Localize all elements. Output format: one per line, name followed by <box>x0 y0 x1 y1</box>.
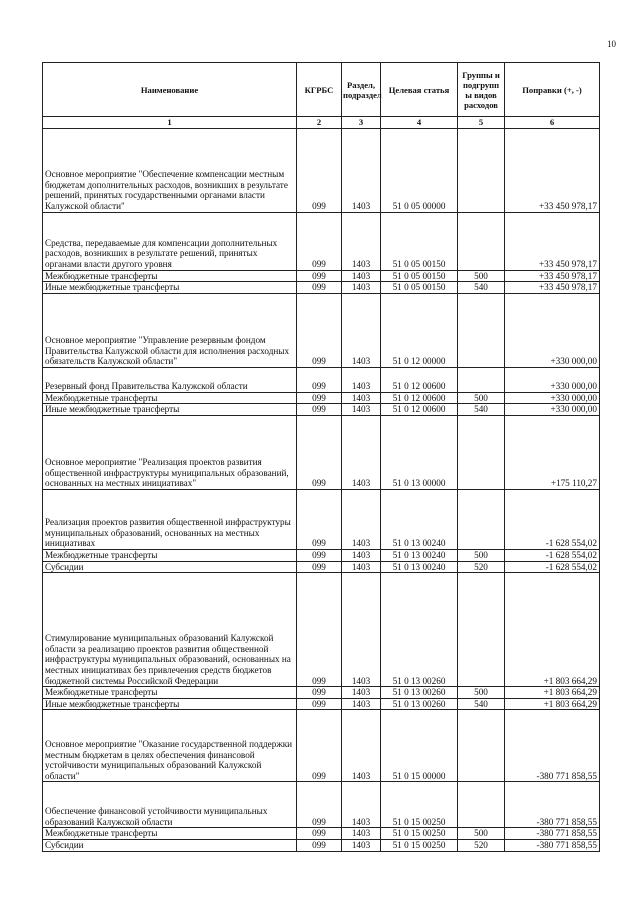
row-target: 51 0 12 00600 <box>381 367 458 392</box>
table-row <box>43 282 600 294</box>
header-groups: Группы и подгрупп ы видов расходов <box>458 63 505 117</box>
row-group: 500 <box>458 392 505 404</box>
row-section: 1403 <box>342 573 381 687</box>
row-kgrbs: 099 <box>297 404 342 416</box>
header-kgrbs: КГРБС <box>297 63 342 117</box>
row-kgrbs: 099 <box>297 828 342 840</box>
table-row <box>43 839 600 851</box>
table-row <box>43 782 600 828</box>
row-amount: +330 000,00 <box>505 367 600 392</box>
table-row <box>43 549 600 561</box>
row-group <box>458 367 505 392</box>
row-amount: +33 450 978,17 <box>505 282 600 294</box>
row-name: Межбюджетные трансферты <box>43 549 297 561</box>
table-row <box>43 392 600 404</box>
row-name: Иные межбюджетные трансферты <box>43 698 297 710</box>
row-target: 51 0 15 00250 <box>381 839 458 851</box>
row-section: 1403 <box>342 698 381 710</box>
table-row <box>43 828 600 840</box>
column-number: 4 <box>381 117 458 129</box>
row-group <box>458 212 505 270</box>
row-group: 540 <box>458 282 505 294</box>
header-name: Наименование <box>43 63 297 117</box>
table-row <box>43 270 600 282</box>
budget-amendments-table <box>42 62 600 852</box>
row-kgrbs: 099 <box>297 282 342 294</box>
row-name: Резервный фонд Правительства Калужской области <box>43 367 297 392</box>
row-amount: -380 771 858,55 <box>505 828 600 840</box>
row-amount: +33 450 978,17 <box>505 270 600 282</box>
row-group <box>458 293 505 367</box>
table-row <box>43 212 600 270</box>
row-kgrbs: 099 <box>297 710 342 782</box>
row-section: 1403 <box>342 128 381 212</box>
row-amount: -380 771 858,55 <box>505 710 600 782</box>
row-target: 51 0 13 00240 <box>381 549 458 561</box>
table-body <box>43 128 600 851</box>
row-section: 1403 <box>342 392 381 404</box>
row-group: 500 <box>458 828 505 840</box>
row-target: 51 0 13 00260 <box>381 687 458 699</box>
row-amount: +1 803 664,29 <box>505 698 600 710</box>
row-group: 500 <box>458 687 505 699</box>
row-section: 1403 <box>342 404 381 416</box>
row-target: 51 0 12 00000 <box>381 293 458 367</box>
row-target: 51 0 12 00600 <box>381 404 458 416</box>
row-section: 1403 <box>342 549 381 561</box>
row-target: 51 0 05 00150 <box>381 282 458 294</box>
table-row <box>43 573 600 687</box>
row-target: 51 0 12 00600 <box>381 392 458 404</box>
row-target: 51 0 13 00000 <box>381 415 458 489</box>
row-amount: +33 450 978,17 <box>505 212 600 270</box>
row-target: 51 0 13 00260 <box>381 698 458 710</box>
table-row <box>43 489 600 549</box>
row-amount: -1 628 554,02 <box>505 489 600 549</box>
row-kgrbs: 099 <box>297 367 342 392</box>
row-section: 1403 <box>342 839 381 851</box>
row-target: 51 0 15 00250 <box>381 782 458 828</box>
row-kgrbs: 099 <box>297 782 342 828</box>
row-target: 51 0 15 00000 <box>381 710 458 782</box>
table-row <box>43 367 600 392</box>
row-group: 520 <box>458 561 505 573</box>
row-name: Реализация проектов развития общественной инфраструктуры муниципальных образований, основанных на местных инициативах <box>43 489 297 549</box>
row-section: 1403 <box>342 687 381 699</box>
row-name: Субсидии <box>43 839 297 851</box>
row-target: 51 0 15 00250 <box>381 828 458 840</box>
row-section: 1403 <box>342 415 381 489</box>
row-section: 1403 <box>342 489 381 549</box>
column-number: 1 <box>43 117 297 129</box>
row-name: Межбюджетные трансферты <box>43 687 297 699</box>
row-kgrbs: 099 <box>297 270 342 282</box>
row-amount: +330 000,00 <box>505 293 600 367</box>
table-row <box>43 404 600 416</box>
row-amount: -380 771 858,55 <box>505 839 600 851</box>
row-section: 1403 <box>342 367 381 392</box>
row-kgrbs: 099 <box>297 573 342 687</box>
column-number: 3 <box>342 117 381 129</box>
row-section: 1403 <box>342 270 381 282</box>
row-target: 51 0 13 00240 <box>381 489 458 549</box>
row-name: Основное мероприятие "Реализация проектов развития общественной инфраструктуры муниципальных образований, основанных на местных инициативах" <box>43 415 297 489</box>
row-kgrbs: 099 <box>297 293 342 367</box>
row-target: 51 0 13 00240 <box>381 561 458 573</box>
row-amount: -1 628 554,02 <box>505 549 600 561</box>
row-amount: +330 000,00 <box>505 404 600 416</box>
table-row <box>43 415 600 489</box>
row-amount: -1 628 554,02 <box>505 561 600 573</box>
row-kgrbs: 099 <box>297 212 342 270</box>
row-name: Иные межбюджетные трансферты <box>43 404 297 416</box>
row-kgrbs: 099 <box>297 561 342 573</box>
row-group <box>458 782 505 828</box>
row-target: 51 0 13 00260 <box>381 573 458 687</box>
row-name: Межбюджетные трансферты <box>43 828 297 840</box>
column-number-row <box>43 117 600 129</box>
table-row <box>43 710 600 782</box>
row-name: Обеспечение финансовой устойчивости муниципальных образований Калужской области <box>43 782 297 828</box>
row-name: Межбюджетные трансферты <box>43 392 297 404</box>
row-kgrbs: 099 <box>297 549 342 561</box>
row-group <box>458 573 505 687</box>
row-kgrbs: 099 <box>297 392 342 404</box>
row-section: 1403 <box>342 561 381 573</box>
row-group <box>458 710 505 782</box>
row-group <box>458 415 505 489</box>
row-section: 1403 <box>342 212 381 270</box>
row-amount: +1 803 664,29 <box>505 687 600 699</box>
row-amount: -380 771 858,55 <box>505 782 600 828</box>
row-name: Средства, передаваемые для компенсации дополнительных расходов, возникших в результате решений, принятых органами власти другого уровня <box>43 212 297 270</box>
table-row <box>43 561 600 573</box>
row-name: Основное мероприятие "Оказание государственной поддержки местным бюджетам в целях обеспечения финансовой устойчивости муниципальных образований Калужской области" <box>43 710 297 782</box>
row-section: 1403 <box>342 293 381 367</box>
row-section: 1403 <box>342 828 381 840</box>
column-number: 6 <box>505 117 600 129</box>
row-target: 51 0 05 00150 <box>381 212 458 270</box>
row-section: 1403 <box>342 782 381 828</box>
table-row <box>43 687 600 699</box>
row-amount: +175 110,27 <box>505 415 600 489</box>
column-number: 5 <box>458 117 505 129</box>
page-number: 10 <box>607 39 616 49</box>
header-amendments: Поправки (+, -) <box>505 63 600 117</box>
row-group: 540 <box>458 698 505 710</box>
header-section: Раздел, подраздел <box>342 63 381 117</box>
row-amount: +330 000,00 <box>505 392 600 404</box>
column-number: 2 <box>297 117 342 129</box>
row-kgrbs: 099 <box>297 687 342 699</box>
row-amount: +1 803 664,29 <box>505 573 600 687</box>
row-target: 51 0 05 00000 <box>381 128 458 212</box>
row-kgrbs: 099 <box>297 415 342 489</box>
table-row <box>43 293 600 367</box>
row-name: Межбюджетные трансферты <box>43 270 297 282</box>
row-kgrbs: 099 <box>297 128 342 212</box>
header-target: Целевая статья <box>381 63 458 117</box>
row-amount: +33 450 978,17 <box>505 128 600 212</box>
row-name: Основное мероприятие "Обеспечение компенсации местным бюджетам дополнительных расходов, возникших в результате решений, принятых государственными органами власти Калужской области" <box>43 128 297 212</box>
row-kgrbs: 099 <box>297 489 342 549</box>
row-name: Субсидии <box>43 561 297 573</box>
row-name: Стимулирование муниципальных образований Калужской области за реализацию проектов развития общественной инфраструктуры муниципальных образований, основанных на местных инициативах без привлечения средств бюджетов бюджетной системы Российской Федерации <box>43 573 297 687</box>
row-group <box>458 128 505 212</box>
table-row <box>43 698 600 710</box>
row-group: 500 <box>458 270 505 282</box>
row-name: Иные межбюджетные трансферты <box>43 282 297 294</box>
row-kgrbs: 099 <box>297 839 342 851</box>
row-section: 1403 <box>342 282 381 294</box>
row-group: 540 <box>458 404 505 416</box>
row-group <box>458 489 505 549</box>
header-row <box>43 63 600 117</box>
row-group: 500 <box>458 549 505 561</box>
row-section: 1403 <box>342 710 381 782</box>
row-group: 520 <box>458 839 505 851</box>
row-name: Основное мероприятие "Управление резервным фондом Правительства Калужской области для исполнения расходных обязательств Калужской области" <box>43 293 297 367</box>
table-row <box>43 128 600 212</box>
row-target: 51 0 05 00150 <box>381 270 458 282</box>
row-kgrbs: 099 <box>297 698 342 710</box>
